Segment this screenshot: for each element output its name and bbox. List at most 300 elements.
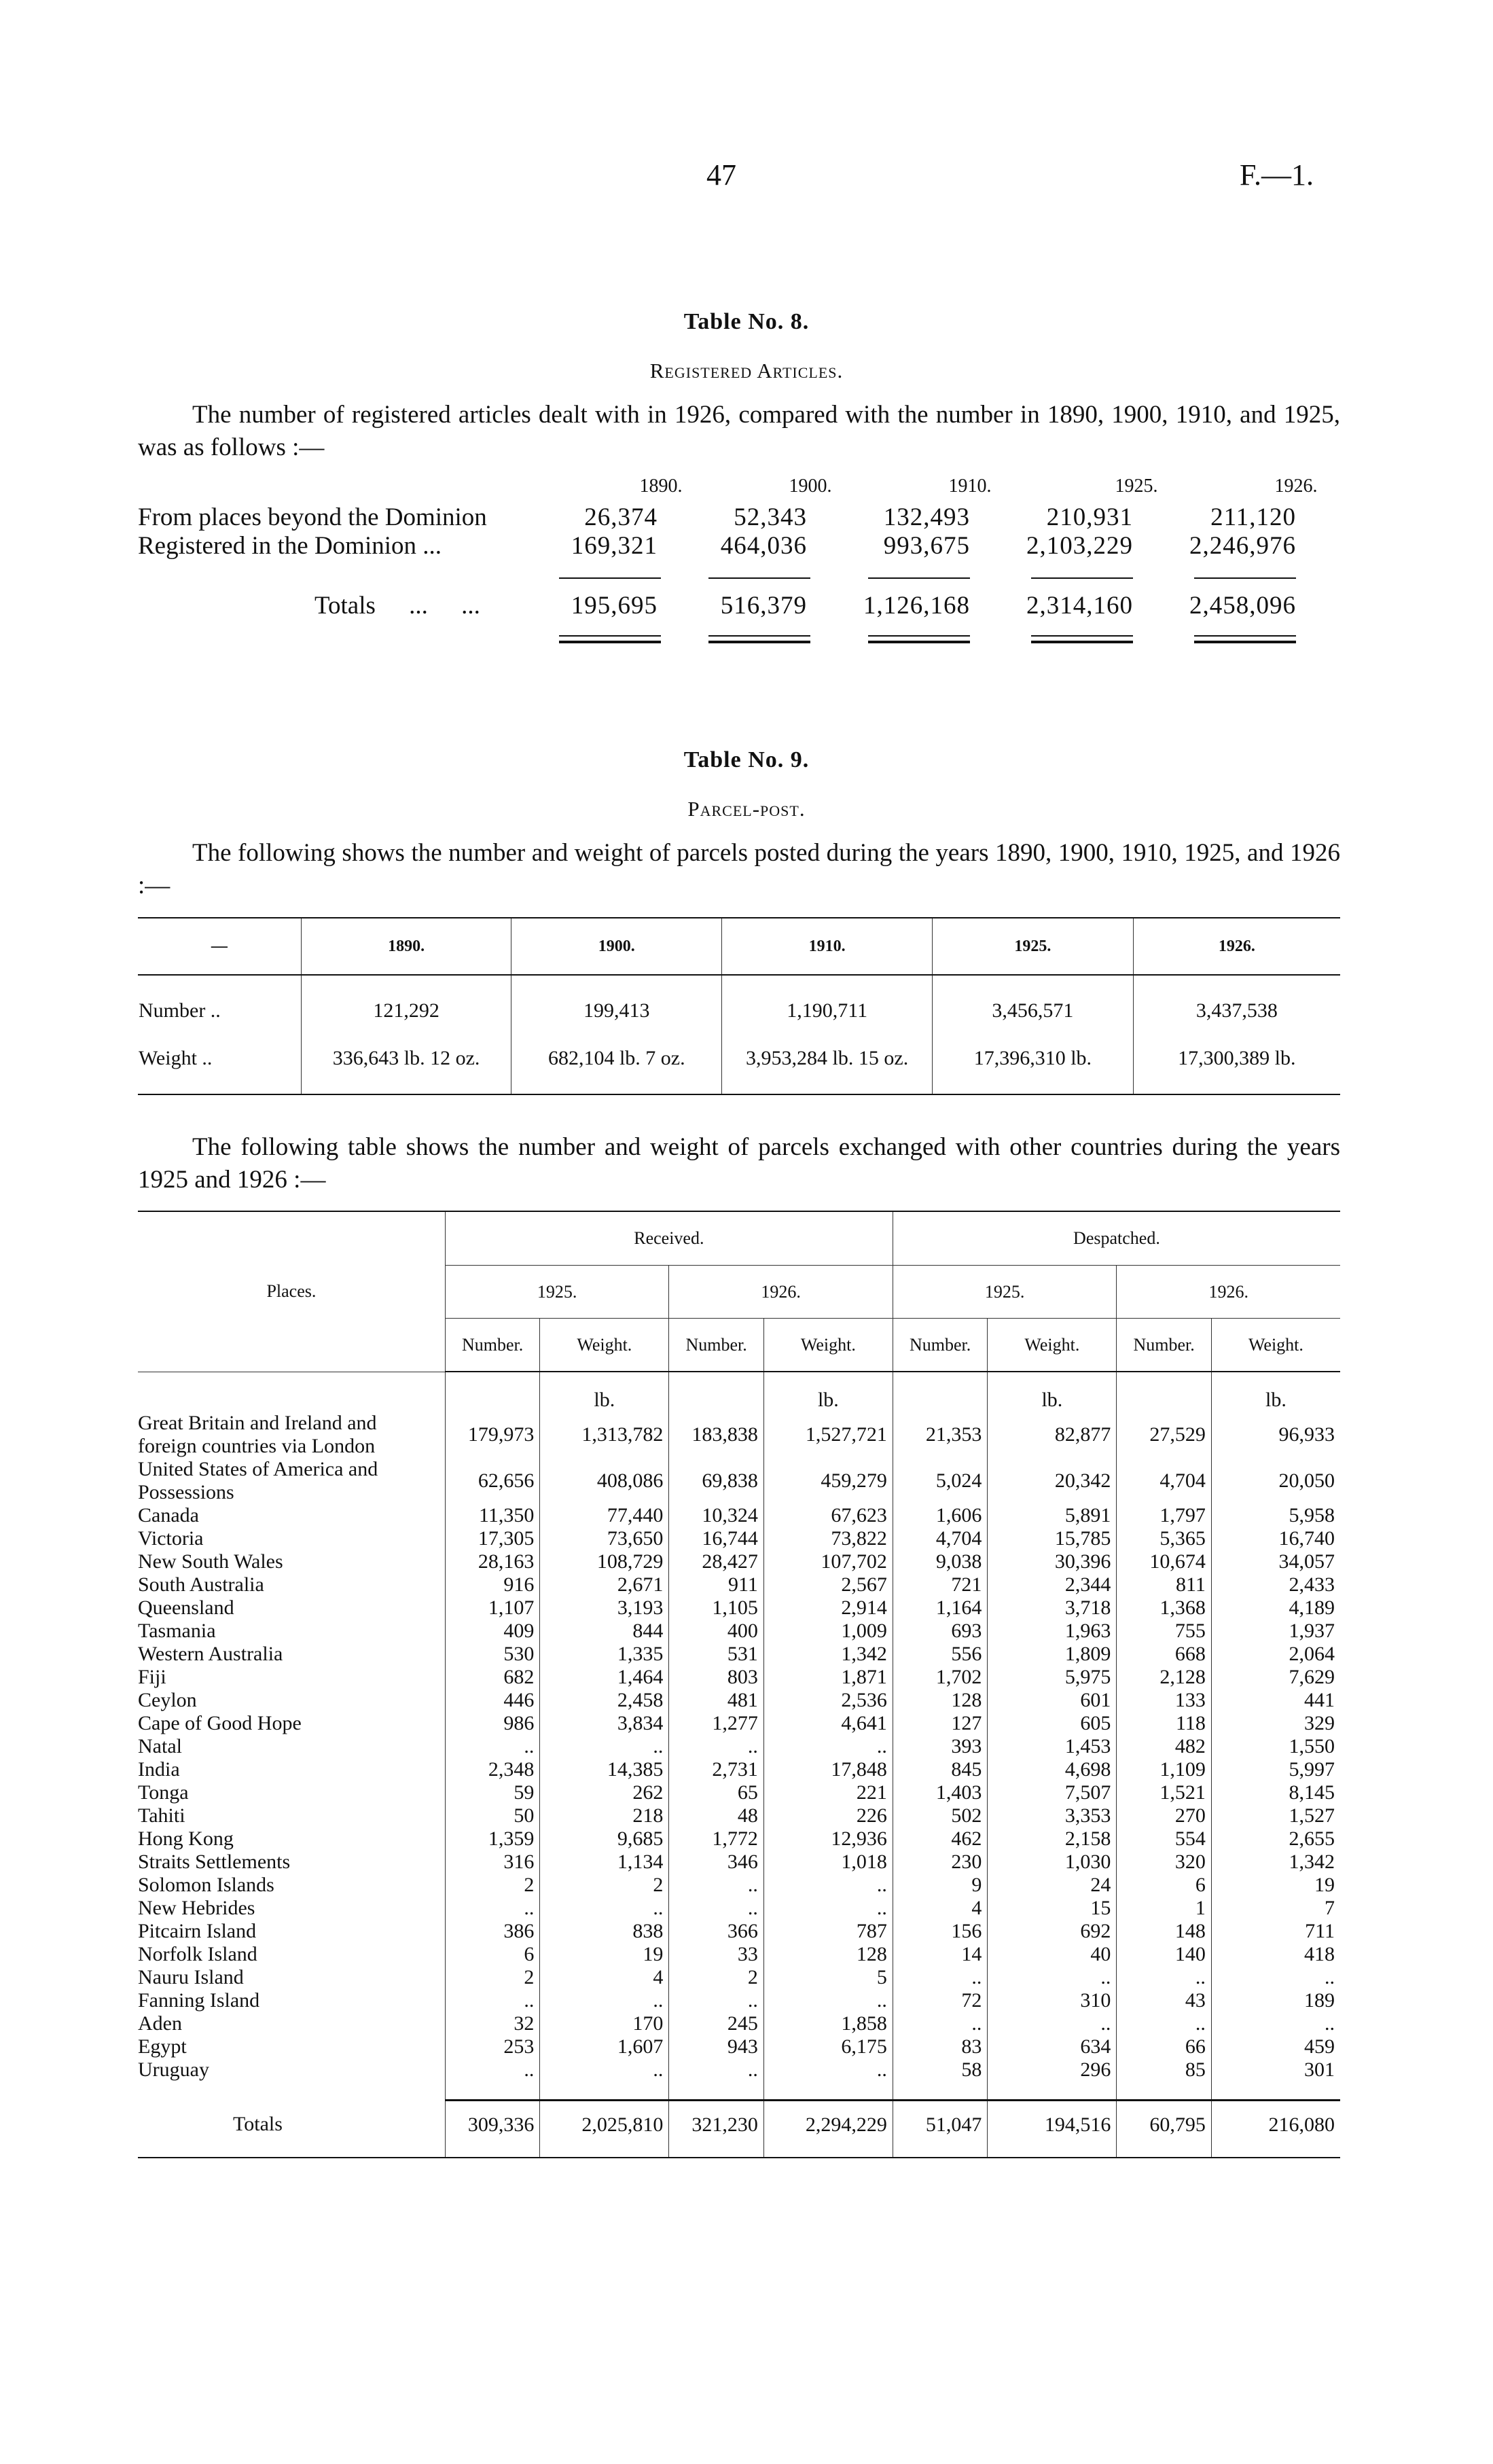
despatched-1925-weight: 634 — [988, 2035, 1117, 2058]
table-row — [138, 1689, 1340, 1712]
received-1926-weight: 5 — [763, 1966, 893, 1989]
table-row — [138, 1966, 1340, 1989]
place-name: Tahiti — [138, 1804, 185, 1827]
place-name: Solomon Islands — [138, 1874, 274, 1896]
received-1926-number: 1,277 — [669, 1712, 763, 1735]
despatched-1925-number: 4,704 — [893, 1527, 987, 1550]
double-divider — [559, 635, 661, 643]
received-1926-weight: 107,702 — [763, 1550, 893, 1573]
table-row — [138, 1550, 1340, 1573]
despatched-1926-number: 554 — [1117, 1827, 1211, 1851]
received-1925-weight: 3,193 — [540, 1596, 669, 1620]
cell: 211,120 — [1210, 503, 1296, 531]
received-1925-number: 986 — [445, 1712, 539, 1735]
received-1926-weight: .. — [763, 1735, 893, 1758]
received-1925-weight: 1,335 — [540, 1643, 669, 1666]
received-1926-weight: 1,871 — [763, 1666, 893, 1689]
despatched-1925-weight: 3,353 — [988, 1804, 1117, 1827]
despatched-1925-number: 83 — [893, 2035, 987, 2058]
received-1926-number: 65 — [669, 1781, 763, 1804]
received-1925-weight: 838 — [540, 1920, 669, 1943]
despatched-1926-number: 755 — [1117, 1620, 1211, 1643]
despatched-1926-number: 1,109 — [1117, 1758, 1211, 1781]
cell: 3,437,538 — [1133, 975, 1340, 1035]
despatched-1926-number: 27,529 — [1117, 1412, 1211, 1458]
received-1925-number: 2,348 — [445, 1758, 539, 1781]
cell: 993,675 — [883, 532, 970, 560]
divider — [708, 577, 810, 579]
received-1926-number: 16,744 — [669, 1527, 763, 1550]
place-name: Tonga — [138, 1781, 189, 1804]
table-row — [138, 1943, 1340, 1966]
place-name: Uruguay — [138, 2058, 209, 2081]
received-1925-weight: .. — [540, 1897, 669, 1920]
totals-label: Totals — [233, 2113, 283, 2136]
despatched-1926-weight: 711 — [1211, 1920, 1340, 1943]
despatched-1925-number: 51,047 — [893, 2101, 987, 2158]
despatched-1925-number: 230 — [893, 1851, 987, 1874]
received-1925-number: 6 — [445, 1943, 539, 1966]
despatched-1925-number: 462 — [893, 1827, 987, 1851]
table9-intro: The following shows the number and weight of parcels posted during the years 1890, 1900, 1910, 1925, and 1926 :— — [138, 839, 1340, 899]
place-name: Queensland — [138, 1596, 234, 1619]
double-divider — [708, 635, 810, 643]
table-row — [138, 1989, 1340, 2012]
cell: 210,931 — [1046, 503, 1133, 531]
table8-header-1926: 1926. — [1274, 476, 1318, 497]
despatched-1925-number: 14 — [893, 1943, 987, 1966]
received-1926-weight: 1,527,721 — [763, 1412, 893, 1458]
received-1925-number: 386 — [445, 1920, 539, 1943]
despatched-1926-weight: 19 — [1211, 1874, 1340, 1897]
despatched-1925-number: 156 — [893, 1920, 987, 1943]
despatched-1925-weight: .. — [988, 2012, 1117, 2035]
divider — [559, 577, 661, 579]
received-1926-weight: 226 — [763, 1804, 893, 1827]
despatched-1926-weight: 2,433 — [1211, 1573, 1340, 1596]
despatched-1925-weight: 24 — [988, 1874, 1117, 1897]
despatched-1925-weight: 2,344 — [988, 1573, 1117, 1596]
despatched-1925-number: 21,353 — [893, 1412, 987, 1458]
despatched-1925-number: 128 — [893, 1689, 987, 1712]
place-name: Victoria — [138, 1527, 204, 1550]
cell: 3,953,284 lb. 15 oz. — [722, 1035, 933, 1094]
despatched-1925-weight: 40 — [988, 1943, 1117, 1966]
empty-cell — [893, 1372, 987, 1412]
place-name: India — [138, 1758, 180, 1781]
cell: 682,104 lb. 7 oz. — [511, 1035, 722, 1094]
cell: 17,396,310 lb. — [933, 1035, 1133, 1094]
despatched-1925-number: 1,164 — [893, 1596, 987, 1620]
received-1926-number: 28,427 — [669, 1550, 763, 1573]
despatched-1926-weight: 5,997 — [1211, 1758, 1340, 1781]
weight-header: Weight. — [763, 1319, 893, 1372]
received-1926-header: 1926. — [669, 1266, 893, 1319]
table-row — [138, 1643, 1340, 1666]
double-divider — [1031, 635, 1133, 643]
despatched-1925-number: 693 — [893, 1620, 987, 1643]
exchange-table — [138, 1211, 1340, 2158]
despatched-1926-number: 1 — [1117, 1897, 1211, 1920]
unit-label: lb. — [540, 1372, 669, 1412]
despatched-1926-weight: 189 — [1211, 1989, 1340, 2012]
received-1925-weight: .. — [540, 2058, 669, 2082]
table-row — [138, 1758, 1340, 1781]
despatched-1926-number: 1,368 — [1117, 1596, 1211, 1620]
despatched-1925-weight: 3,718 — [988, 1596, 1117, 1620]
place-name: Tasmania — [138, 1620, 216, 1642]
table9-subtitle: Parcel-post. — [687, 797, 806, 821]
place-name: Hong Kong — [138, 1827, 234, 1850]
table-row — [138, 1735, 1340, 1758]
received-1926-weight: 4,641 — [763, 1712, 893, 1735]
received-1925-number: 62,656 — [445, 1458, 539, 1504]
empty-cell — [540, 2082, 669, 2101]
empty-cell — [1211, 2082, 1340, 2101]
total-cell: 2,314,160 — [1026, 592, 1133, 620]
table-row — [138, 1596, 1340, 1620]
received-1926-weight: 12,936 — [763, 1827, 893, 1851]
received-1925-weight: 9,685 — [540, 1827, 669, 1851]
table8-intro: The number of registered articles dealt with in 1926, compared with the number in 1890, 1900, 1910, and 1925, was as follows :— — [138, 401, 1340, 461]
row-label: Registered in the Dominion ... — [138, 532, 442, 560]
places-header: Places. — [138, 1211, 445, 1372]
despatched-1926-weight: .. — [1211, 2012, 1340, 2035]
page-number: 47 — [706, 158, 736, 192]
received-1925-number: .. — [445, 1897, 539, 1920]
despatched-1926-weight: 5,958 — [1211, 1504, 1340, 1527]
received-1926-weight: 2,914 — [763, 1596, 893, 1620]
total-cell: 2,458,096 — [1189, 592, 1296, 620]
unit-label: lb. — [988, 1372, 1117, 1412]
total-cell: 195,695 — [571, 592, 658, 620]
despatched-1926-number: 2,128 — [1117, 1666, 1211, 1689]
table-row — [138, 975, 1340, 1035]
cell: 199,413 — [511, 975, 722, 1035]
received-1926-number: .. — [669, 1989, 763, 2012]
despatched-1925-weight: 5,891 — [988, 1504, 1117, 1527]
received-1925-weight: 844 — [540, 1620, 669, 1643]
despatched-1926-number: 85 — [1117, 2058, 1211, 2082]
table-row — [138, 1527, 1340, 1550]
table-row — [138, 2035, 1340, 2058]
table-row — [138, 1781, 1340, 1804]
received-1925-weight: 170 — [540, 2012, 669, 2035]
despatched-1925-number: 9 — [893, 1874, 987, 1897]
despatched-1926-weight: 2,064 — [1211, 1643, 1340, 1666]
despatched-1925-weight: 692 — [988, 1920, 1117, 1943]
column-header: 1925. — [933, 918, 1133, 975]
place-name: Ceylon — [138, 1689, 197, 1711]
received-1925-number: 682 — [445, 1666, 539, 1689]
received-1926-number: 366 — [669, 1920, 763, 1943]
received-1926-number: 400 — [669, 1620, 763, 1643]
table-row — [138, 1412, 1340, 1458]
received-1925-weight: 73,650 — [540, 1527, 669, 1550]
received-1925-weight: 1,313,782 — [540, 1412, 669, 1458]
column-header: 1910. — [722, 918, 933, 975]
received-1926-number: 10,324 — [669, 1504, 763, 1527]
despatched-1926-weight: 1,550 — [1211, 1735, 1340, 1758]
received-1926-weight: 459,279 — [763, 1458, 893, 1504]
table9 — [138, 917, 1340, 1095]
received-1926-weight: 1,858 — [763, 2012, 893, 2035]
weight-header: Weight. — [540, 1319, 669, 1372]
place-name: Pitcairn Island — [138, 1920, 257, 1942]
received-1925-number: .. — [445, 2058, 539, 2082]
empty-cell — [1117, 1372, 1211, 1412]
despatched-1925-header: 1925. — [893, 1266, 1117, 1319]
place-name: Nauru Island — [138, 1966, 244, 1988]
received-1925-weight: 3,834 — [540, 1712, 669, 1735]
received-1925-weight: 77,440 — [540, 1504, 669, 1527]
received-1925-weight: 408,086 — [540, 1458, 669, 1504]
despatched-1926-number: 811 — [1117, 1573, 1211, 1596]
despatched-1925-weight: 1,963 — [988, 1620, 1117, 1643]
received-1925-number: 309,336 — [445, 2101, 539, 2158]
received-1925-number: 32 — [445, 2012, 539, 2035]
despatched-1926-weight: 301 — [1211, 2058, 1340, 2082]
received-1926-number: 1,772 — [669, 1827, 763, 1851]
table8-header-1910: 1910. — [948, 476, 992, 497]
despatched-1926-weight: .. — [1211, 1966, 1340, 1989]
table-row — [138, 1897, 1340, 1920]
cell: 464,036 — [720, 532, 807, 560]
received-1926-weight: .. — [763, 1897, 893, 1920]
received-1926-number: 2 — [669, 1966, 763, 1989]
despatched-1925-weight: 30,396 — [988, 1550, 1117, 1573]
despatched-1925-weight: 82,877 — [988, 1412, 1117, 1458]
received-1926-weight: 1,009 — [763, 1620, 893, 1643]
despatched-1925-number: 5,024 — [893, 1458, 987, 1504]
received-1925-weight: 2,458 — [540, 1689, 669, 1712]
received-1926-weight: 17,848 — [763, 1758, 893, 1781]
received-1926-weight: 1,018 — [763, 1851, 893, 1874]
despatched-1926-number: 118 — [1117, 1712, 1211, 1735]
despatched-1925-weight: 194,516 — [988, 2101, 1117, 2158]
divider — [1031, 577, 1133, 579]
table-row — [138, 1712, 1340, 1735]
column-header: — — [138, 918, 301, 975]
received-1926-number: 48 — [669, 1804, 763, 1827]
place-name: South Australia — [138, 1573, 264, 1596]
place-name: Straits Settlements — [138, 1851, 291, 1873]
despatched-1925-number: .. — [893, 2012, 987, 2035]
table8-subtitle: Registered Articles. — [649, 359, 844, 382]
despatched-1925-number: 556 — [893, 1643, 987, 1666]
received-1925-weight: 2,671 — [540, 1573, 669, 1596]
exchange-intro: The following table shows the number and weight of parcels exchanged with other countries during the years 1925 and 1926 :— — [138, 1133, 1340, 1194]
despatched-1926-weight: 459 — [1211, 2035, 1340, 2058]
empty-cell — [138, 1372, 445, 1412]
place-name: Cape of Good Hope — [138, 1712, 302, 1734]
despatched-1926-weight: 7,629 — [1211, 1666, 1340, 1689]
table-row — [138, 1035, 1340, 1094]
despatched-1926-number: 5,365 — [1117, 1527, 1211, 1550]
totals-row — [138, 2101, 1340, 2158]
received-1925-number: 28,163 — [445, 1550, 539, 1573]
table8-header-1925: 1925. — [1115, 476, 1158, 497]
received-1926-number: .. — [669, 1897, 763, 1920]
received-1926-number: 183,838 — [669, 1412, 763, 1458]
received-1925-weight: 14,385 — [540, 1758, 669, 1781]
despatched-1926-number: 66 — [1117, 2035, 1211, 2058]
despatched-1926-number: 60,795 — [1117, 2101, 1211, 2158]
empty-cell — [445, 2082, 539, 2101]
received-1926-weight: .. — [763, 2058, 893, 2082]
received-1926-number: 911 — [669, 1573, 763, 1596]
table-row — [138, 2012, 1340, 2035]
empty-cell — [893, 2082, 987, 2101]
despatched-1925-number: 127 — [893, 1712, 987, 1735]
received-1925-weight: 1,464 — [540, 1666, 669, 1689]
despatched-1926-number: 43 — [1117, 1989, 1211, 2012]
received-1925-weight: .. — [540, 1989, 669, 2012]
despatched-1925-weight: 2,158 — [988, 1827, 1117, 1851]
despatched-1926-weight: 1,937 — [1211, 1620, 1340, 1643]
despatched-1925-number: 72 — [893, 1989, 987, 2012]
despatched-1926-number: 140 — [1117, 1943, 1211, 1966]
despatched-1926-weight: 20,050 — [1211, 1458, 1340, 1504]
despatched-1925-number: 502 — [893, 1804, 987, 1827]
despatched-1926-number: 1,521 — [1117, 1781, 1211, 1804]
despatched-1926-weight: 8,145 — [1211, 1781, 1340, 1804]
despatched-1926-weight: 7 — [1211, 1897, 1340, 1920]
despatched-1926-weight: 1,527 — [1211, 1804, 1340, 1827]
despatched-1925-number: 1,702 — [893, 1666, 987, 1689]
received-1925-number: 409 — [445, 1620, 539, 1643]
received-1925-weight: 2 — [540, 1874, 669, 1897]
table-row — [138, 1920, 1340, 1943]
despatched-1925-weight: 296 — [988, 2058, 1117, 2082]
place-name: Egypt — [138, 2035, 187, 2058]
empty-cell — [669, 1372, 763, 1412]
despatched-1925-weight: .. — [988, 1966, 1117, 1989]
despatched-1926-number: 320 — [1117, 1851, 1211, 1874]
place-name: Aden — [138, 2012, 182, 2035]
received-1925-weight: 108,729 — [540, 1550, 669, 1573]
received-1926-weight: 787 — [763, 1920, 893, 1943]
table-row — [138, 1874, 1340, 1897]
despatched-1926-weight: 34,057 — [1211, 1550, 1340, 1573]
received-1925-weight: 19 — [540, 1943, 669, 1966]
table-row — [138, 1827, 1340, 1851]
cell: 336,643 lb. 12 oz. — [301, 1035, 511, 1094]
received-1925-number: 316 — [445, 1851, 539, 1874]
received-header: Received. — [445, 1211, 893, 1266]
received-1925-number: 1,359 — [445, 1827, 539, 1851]
received-1926-weight: 6,175 — [763, 2035, 893, 2058]
received-1925-number: .. — [445, 1735, 539, 1758]
despatched-1925-number: 1,403 — [893, 1781, 987, 1804]
despatched-1925-number: .. — [893, 1966, 987, 1989]
place-name: Canada — [138, 1504, 199, 1526]
row-label: Weight .. — [139, 1047, 213, 1069]
received-1926-weight: 221 — [763, 1781, 893, 1804]
received-1926-weight: 2,536 — [763, 1689, 893, 1712]
received-1925-number: 446 — [445, 1689, 539, 1712]
despatched-1925-weight: 605 — [988, 1712, 1117, 1735]
despatched-1926-weight: 441 — [1211, 1689, 1340, 1712]
despatched-1926-header: 1926. — [1117, 1266, 1340, 1319]
place-name: Western Australia — [138, 1643, 283, 1665]
received-1925-number: 2 — [445, 1874, 539, 1897]
despatched-1926-number: 148 — [1117, 1920, 1211, 1943]
cell: 2,103,229 — [1026, 532, 1133, 560]
unit-row — [138, 1372, 1340, 1412]
place-name: Great Britain and Ireland and foreign countries via London — [138, 1412, 377, 1457]
empty-cell — [669, 2082, 763, 2101]
despatched-1925-weight: 601 — [988, 1689, 1117, 1712]
despatched-1925-number: 1,606 — [893, 1504, 987, 1527]
despatched-1926-number: 10,674 — [1117, 1550, 1211, 1573]
table-row — [138, 1804, 1340, 1827]
double-divider — [868, 635, 970, 643]
received-1926-number: 346 — [669, 1851, 763, 1874]
received-1925-header: 1925. — [445, 1266, 669, 1319]
table9-title: Table No. 9. — [683, 747, 810, 772]
received-1926-number: 245 — [669, 2012, 763, 2035]
received-1926-weight: 128 — [763, 1943, 893, 1966]
cell: 2,246,976 — [1189, 532, 1296, 560]
total-cell: 516,379 — [720, 592, 807, 620]
unit-label: lb. — [1211, 1372, 1340, 1412]
despatched-1925-number: 845 — [893, 1758, 987, 1781]
table-row — [138, 1666, 1340, 1689]
despatched-1925-number: 393 — [893, 1735, 987, 1758]
received-1926-weight: .. — [763, 1989, 893, 2012]
received-1926-number: 943 — [669, 2035, 763, 2058]
received-1925-number: 1,107 — [445, 1596, 539, 1620]
received-1925-weight: 2,025,810 — [540, 2101, 669, 2158]
despatched-1925-weight: 1,030 — [988, 1851, 1117, 1874]
despatched-1925-number: 4 — [893, 1897, 987, 1920]
received-1925-number: 253 — [445, 2035, 539, 2058]
received-1926-number: 531 — [669, 1643, 763, 1666]
received-1926-number: 481 — [669, 1689, 763, 1712]
despatched-1925-weight: 310 — [988, 1989, 1117, 2012]
despatched-1926-weight: 1,342 — [1211, 1851, 1340, 1874]
received-1926-number: 2,731 — [669, 1758, 763, 1781]
received-1926-weight: 73,822 — [763, 1527, 893, 1550]
empty-cell — [763, 2082, 893, 2101]
despatched-1926-number: 6 — [1117, 1874, 1211, 1897]
table-row — [138, 1620, 1340, 1643]
received-1925-number: 530 — [445, 1643, 539, 1666]
despatched-1926-number: 133 — [1117, 1689, 1211, 1712]
cell: 169,321 — [571, 532, 658, 560]
received-1926-number: .. — [669, 1735, 763, 1758]
despatched-1925-number: 9,038 — [893, 1550, 987, 1573]
received-1926-weight: 67,623 — [763, 1504, 893, 1527]
row-label: From places beyond the Dominion — [138, 503, 487, 531]
despatched-1925-weight: 1,809 — [988, 1643, 1117, 1666]
despatched-1926-weight: 216,080 — [1211, 2101, 1340, 2158]
despatched-1926-number: 4,704 — [1117, 1458, 1211, 1504]
received-1925-weight: .. — [540, 1735, 669, 1758]
place-name: New Hebrides — [138, 1897, 255, 1919]
unit-label: lb. — [763, 1372, 893, 1412]
received-1925-number: 179,973 — [445, 1412, 539, 1458]
received-1926-number: 33 — [669, 1943, 763, 1966]
double-divider — [1194, 635, 1296, 643]
table-row — [138, 2058, 1340, 2082]
empty-cell — [988, 2082, 1117, 2101]
despatched-1926-number: 270 — [1117, 1804, 1211, 1827]
spacer-row — [138, 2082, 1340, 2101]
column-header: 1890. — [301, 918, 511, 975]
despatched-1926-number: 1,797 — [1117, 1504, 1211, 1527]
